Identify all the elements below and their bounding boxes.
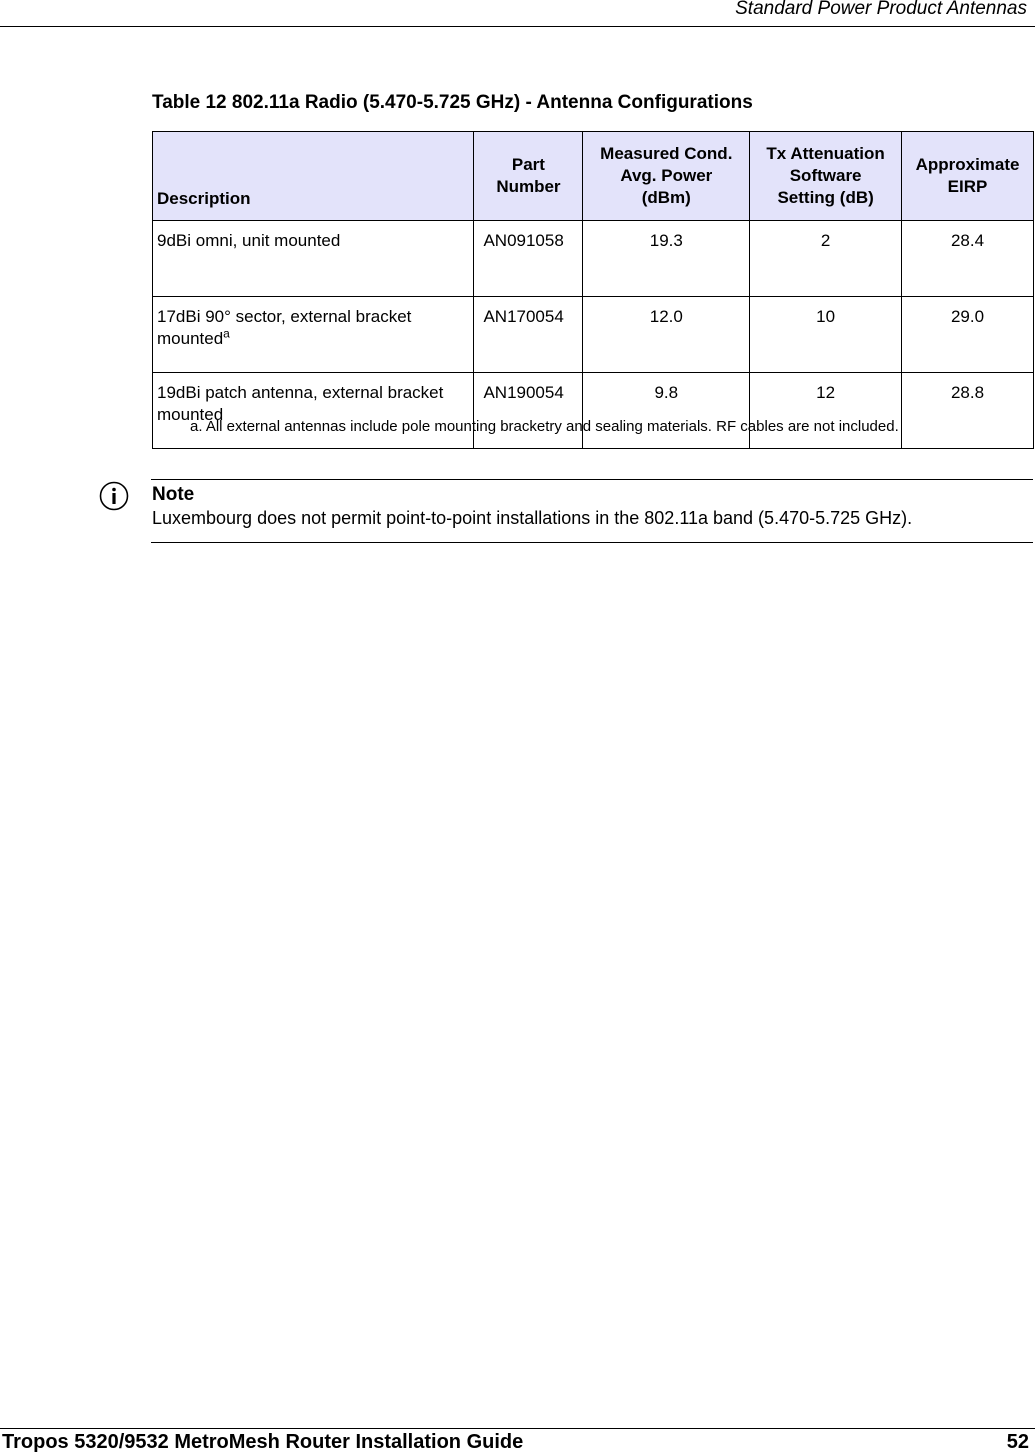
- cell-measured-power: 12.0: [583, 297, 750, 373]
- cell-part-number: AN190054: [474, 373, 583, 449]
- cell-eirp: 28.4: [902, 221, 1034, 297]
- table-row: [153, 373, 1034, 449]
- table-header-row: [153, 132, 1034, 221]
- cell-eirp: 29.0: [902, 297, 1034, 373]
- cell-tx-attenuation: 10: [750, 297, 902, 373]
- running-header: Standard Power Product Antennas: [735, 0, 1027, 19]
- cell-measured-power: 19.3: [583, 221, 750, 297]
- info-icon: [99, 481, 129, 511]
- cell-eirp: 28.8: [902, 373, 1034, 449]
- cell-measured-power: 9.8: [583, 373, 750, 449]
- table-row: [153, 221, 1034, 297]
- note-divider-top: [151, 479, 1033, 480]
- header-eirp: Approximate EIRP: [902, 132, 1034, 221]
- table-row: [153, 297, 1034, 373]
- cell-description: 9dBi omni, unit mounted: [153, 221, 474, 297]
- header-divider: [0, 26, 1035, 27]
- antenna-config-table: [152, 131, 1034, 449]
- header-measured-power: Measured Cond. Avg. Power (dBm): [583, 132, 750, 221]
- cell-part-number: AN091058: [474, 221, 583, 297]
- footnote-mark: a: [223, 326, 230, 341]
- header-tx-attenuation: Tx Attenuation Software Setting (dB): [750, 132, 902, 221]
- cell-part-number: AN170054: [474, 297, 583, 373]
- note-divider-bottom: [151, 542, 1033, 543]
- page-number: 52: [1006, 1431, 1029, 1453]
- cell-description: 19dBi patch antenna, external bracket mounted: [153, 373, 474, 449]
- footer-title: Tropos 5320/9532 MetroMesh Router Installation Guide: [2, 1431, 524, 1453]
- table-footnote: a. All external antennas include pole mounting bracketry and sealing materials. RF cables are not included.: [190, 418, 899, 435]
- footer-divider: [0, 1428, 1035, 1429]
- header-part-number: Part Number: [474, 132, 583, 221]
- note-heading: Note: [152, 484, 195, 505]
- table-caption: Table 12 802.11a Radio (5.470-5.725 GHz) - Antenna Configurations: [152, 92, 753, 113]
- note-text: Luxembourg does not permit point-to-point installations in the 802.11a band (5.470-5.725 GHz).: [152, 508, 913, 528]
- cell-description: 17dBi 90° sector, external bracket mounted$^a$: [153, 297, 474, 373]
- cell-tx-attenuation: 12: [750, 373, 902, 449]
- cell-tx-attenuation: 2: [750, 221, 902, 297]
- header-description: Description: [153, 132, 474, 221]
